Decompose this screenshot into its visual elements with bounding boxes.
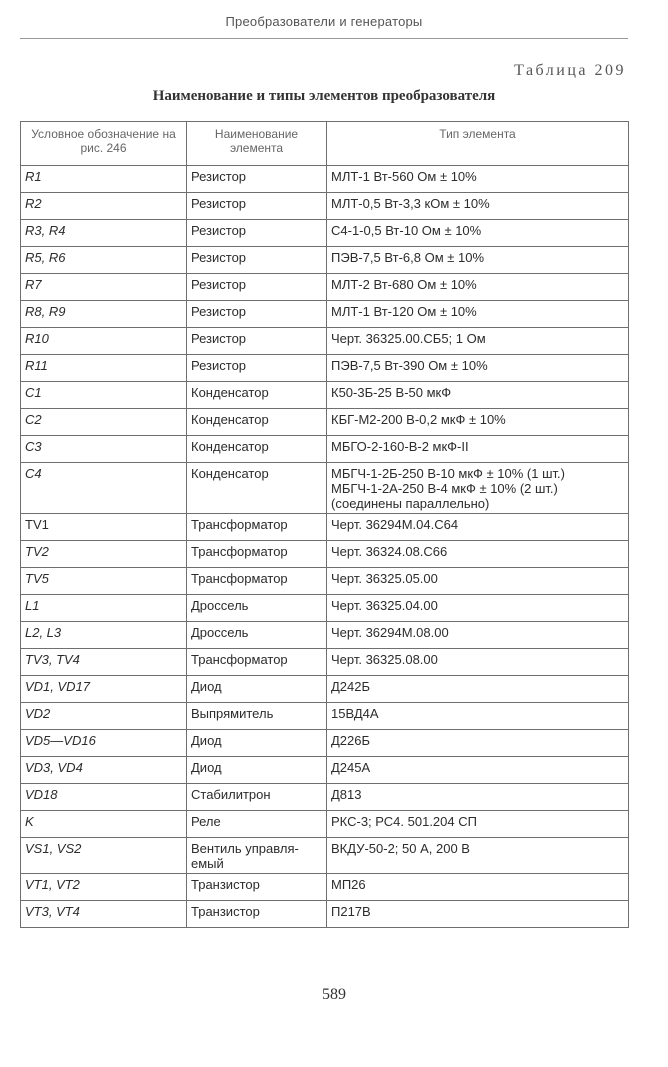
row-designation: R1 bbox=[21, 166, 187, 193]
row-element-name: Резистор bbox=[187, 355, 327, 382]
table-body bbox=[21, 166, 629, 928]
row-element-type: МБГО-2-160-В-2 мкФ-II bbox=[327, 436, 629, 463]
row-element-type: Д813 bbox=[327, 784, 629, 811]
table-row bbox=[21, 838, 629, 874]
table-row bbox=[21, 409, 629, 436]
table-row bbox=[21, 757, 629, 784]
row-element-type: Черт. 36325.04.00 bbox=[327, 595, 629, 622]
row-element-name: Конденсатор bbox=[187, 463, 327, 514]
header-rule bbox=[20, 38, 628, 39]
table-row bbox=[21, 568, 629, 595]
row-element-name: Резистор bbox=[187, 247, 327, 274]
row-element-name: Реле bbox=[187, 811, 327, 838]
row-element-name: Резистор bbox=[187, 328, 327, 355]
table-row bbox=[21, 220, 629, 247]
row-designation: L2, L3 bbox=[21, 622, 187, 649]
table-row bbox=[21, 193, 629, 220]
page-number: 589 bbox=[322, 986, 346, 1003]
table-row bbox=[21, 541, 629, 568]
row-element-name: Резистор bbox=[187, 301, 327, 328]
table-row bbox=[21, 874, 629, 901]
column-header-name: Наименование элемента bbox=[187, 122, 327, 166]
row-element-type: Д226Б bbox=[327, 730, 629, 757]
table-row bbox=[21, 382, 629, 409]
row-designation: L1 bbox=[21, 595, 187, 622]
table-row bbox=[21, 901, 629, 928]
table-row bbox=[21, 622, 629, 649]
table-row bbox=[21, 166, 629, 193]
table-row bbox=[21, 274, 629, 301]
row-element-name: Дроссель bbox=[187, 622, 327, 649]
row-element-name: Резистор bbox=[187, 166, 327, 193]
table-row bbox=[21, 355, 629, 382]
row-element-name: Трансформатор bbox=[187, 541, 327, 568]
row-element-type: С4-1-0,5 Вт-10 Ом ± 10% bbox=[327, 220, 629, 247]
row-designation: VD1, VD17 bbox=[21, 676, 187, 703]
row-designation: TV5 bbox=[21, 568, 187, 595]
row-element-type: РКС-3; РС4. 501.204 СП bbox=[327, 811, 629, 838]
row-element-name: Транзистор bbox=[187, 874, 327, 901]
row-element-type: МЛТ-2 Вт-680 Ом ± 10% bbox=[327, 274, 629, 301]
running-header: Преобразователи и генераторы bbox=[225, 14, 423, 29]
row-element-name: Диод bbox=[187, 730, 327, 757]
column-header-designation: Условное обозначение на рис. 246 bbox=[21, 122, 187, 166]
row-designation: R3, R4 bbox=[21, 220, 187, 247]
row-designation: R5, R6 bbox=[21, 247, 187, 274]
row-element-type: Д242Б bbox=[327, 676, 629, 703]
row-element-name: Дроссель bbox=[187, 595, 327, 622]
table-row bbox=[21, 595, 629, 622]
table-row bbox=[21, 247, 629, 274]
table-row bbox=[21, 436, 629, 463]
row-element-name: Конденсатор bbox=[187, 382, 327, 409]
table-row bbox=[21, 730, 629, 757]
row-element-type: МЛТ-1 Вт-560 Ом ± 10% bbox=[327, 166, 629, 193]
table-row bbox=[21, 649, 629, 676]
row-element-type: МЛТ-1 Вт-120 Ом ± 10% bbox=[327, 301, 629, 328]
row-element-type: МЛТ-0,5 Вт-3,3 кОм ± 10% bbox=[327, 193, 629, 220]
row-element-type: Черт. 36324.08.С66 bbox=[327, 541, 629, 568]
row-element-type: Черт. 36325.00.СБ5; 1 Ом bbox=[327, 328, 629, 355]
table-row bbox=[21, 514, 629, 541]
row-element-name: Трансформатор bbox=[187, 514, 327, 541]
row-designation: VD5—VD16 bbox=[21, 730, 187, 757]
table-row bbox=[21, 811, 629, 838]
row-element-type: Черт. 36325.05.00 bbox=[327, 568, 629, 595]
row-element-type: Черт. 36325.08.00 bbox=[327, 649, 629, 676]
row-element-name: Стабилитрон bbox=[187, 784, 327, 811]
row-element-name: Трансформатор bbox=[187, 649, 327, 676]
row-designation: VD18 bbox=[21, 784, 187, 811]
row-designation: VS1, VS2 bbox=[21, 838, 187, 874]
table-header-row bbox=[21, 122, 629, 166]
row-designation: C3 bbox=[21, 436, 187, 463]
row-designation: VT1, VT2 bbox=[21, 874, 187, 901]
row-element-name: Трансформатор bbox=[187, 568, 327, 595]
row-designation: C1 bbox=[21, 382, 187, 409]
row-element-name: Конденсатор bbox=[187, 436, 327, 463]
row-designation: R2 bbox=[21, 193, 187, 220]
row-element-type: 15ВД4А bbox=[327, 703, 629, 730]
table-row bbox=[21, 463, 629, 514]
row-designation: TV3, TV4 bbox=[21, 649, 187, 676]
row-element-type: Черт. 36294М.08.00 bbox=[327, 622, 629, 649]
row-designation: TV1 bbox=[21, 514, 187, 541]
row-element-name: Диод bbox=[187, 757, 327, 784]
elements-table bbox=[20, 121, 629, 928]
row-element-type: ПЭВ-7,5 Вт-6,8 Ом ± 10% bbox=[327, 247, 629, 274]
table-number: Таблица 209 bbox=[514, 62, 626, 79]
row-element-name: Резистор bbox=[187, 193, 327, 220]
row-element-type: ВКДУ-50-2; 50 А, 200 В bbox=[327, 838, 629, 874]
table-row bbox=[21, 301, 629, 328]
row-element-name: Диод bbox=[187, 676, 327, 703]
table-row bbox=[21, 703, 629, 730]
row-element-name: Выпрямитель bbox=[187, 703, 327, 730]
row-element-type: МП26 bbox=[327, 874, 629, 901]
row-designation: R11 bbox=[21, 355, 187, 382]
row-designation: TV2 bbox=[21, 541, 187, 568]
row-designation: VD3, VD4 bbox=[21, 757, 187, 784]
row-element-type: ПЭВ-7,5 Вт-390 Ом ± 10% bbox=[327, 355, 629, 382]
row-element-name: Резистор bbox=[187, 274, 327, 301]
row-element-type: Д245А bbox=[327, 757, 629, 784]
row-element-type: К50-3Б-25 В-50 мкФ bbox=[327, 382, 629, 409]
row-designation: R8, R9 bbox=[21, 301, 187, 328]
row-element-type: КБГ-М2-200 В-0,2 мкФ ± 10% bbox=[327, 409, 629, 436]
table-row bbox=[21, 676, 629, 703]
table-title: Наименование и типы элементов преобразователя bbox=[152, 88, 496, 104]
row-designation: C2 bbox=[21, 409, 187, 436]
table-row bbox=[21, 328, 629, 355]
row-designation: K bbox=[21, 811, 187, 838]
row-designation: C4 bbox=[21, 463, 187, 514]
row-designation: R10 bbox=[21, 328, 187, 355]
table-row bbox=[21, 784, 629, 811]
row-element-name: Конденсатор bbox=[187, 409, 327, 436]
row-element-type: П217В bbox=[327, 901, 629, 928]
row-element-name: Резистор bbox=[187, 220, 327, 247]
row-element-type: Черт. 36294М.04.С64 bbox=[327, 514, 629, 541]
row-element-name: Транзистор bbox=[187, 901, 327, 928]
column-header-type: Тип элемента bbox=[327, 122, 629, 166]
row-element-type: МБГЧ-1-2Б-250 В-10 мкФ ± 10% (1 шт.) МБГЧ-1-2А-250 В-4 мкФ ± 10% (2 шт.) (соединены параллельно) bbox=[327, 463, 629, 514]
row-designation: VT3, VT4 bbox=[21, 901, 187, 928]
row-designation: VD2 bbox=[21, 703, 187, 730]
row-element-name: Вентиль управля- емый bbox=[187, 838, 327, 874]
row-designation: R7 bbox=[21, 274, 187, 301]
